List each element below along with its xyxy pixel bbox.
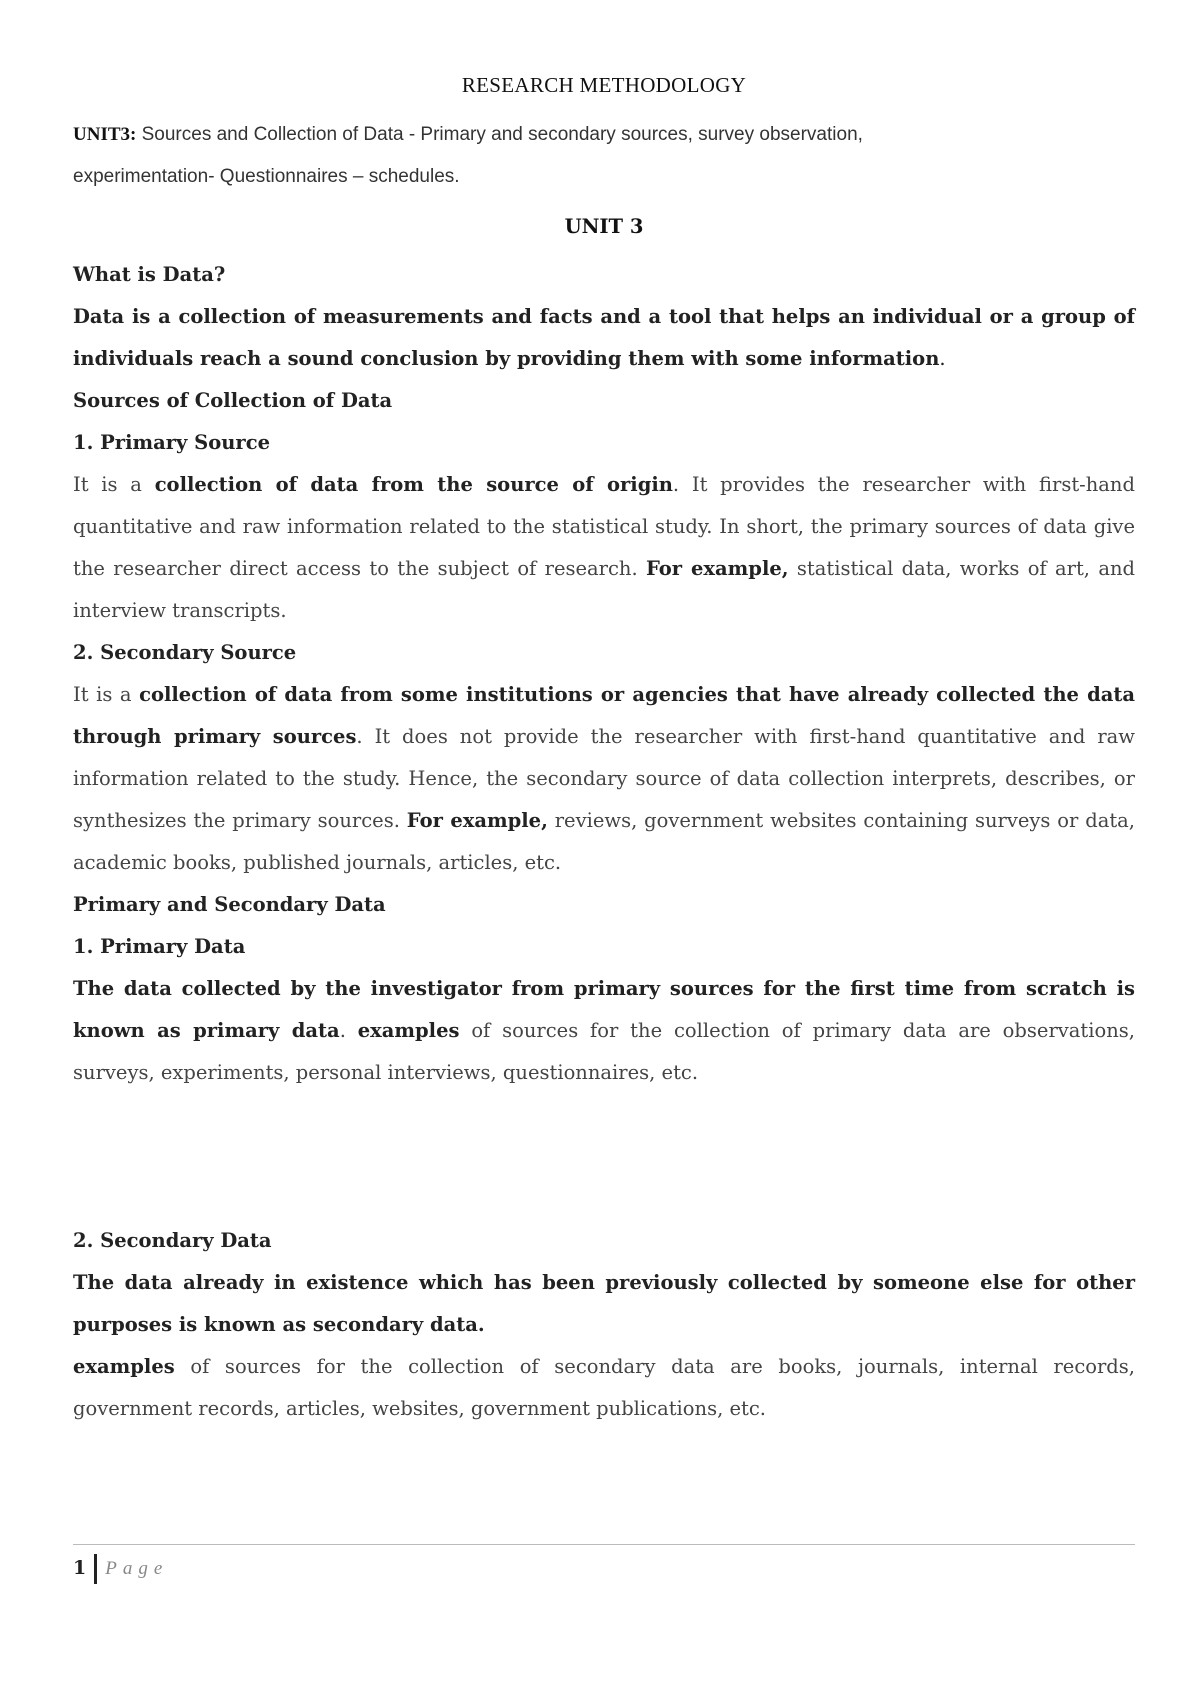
secondary-source-paragraph — [73, 674, 1135, 884]
secondary-data-definition-paragraph — [73, 1262, 1135, 1346]
primary-source-example-text: statistical data, works of art, and interview transcripts. — [73, 557, 1135, 622]
secondary-source-rest: . It does not provide the researcher with first-hand quantitative and raw information related to the study. Hence, the secondary source of data collection interprets, describes, or synthesizes the primary sources. — [73, 725, 1135, 832]
primary-source-heading: 1. Primary Source — [73, 431, 270, 454]
primary-data-definition: The data collected by the investigator from primary sources for the first time from scratch is known as primary data — [73, 977, 1135, 1042]
primary-data-heading: 1. Primary Data — [73, 935, 246, 958]
page-label: Page — [105, 1558, 169, 1579]
primary-data-paragraph — [73, 968, 1135, 1094]
secondary-data-example-text: of sources for the collection of secondary data are books, journals, internal records, government records, articles, websites, government publications, etc. — [73, 1355, 1135, 1420]
sources-heading: Sources of Collection of Data — [73, 389, 393, 412]
secondary-data-example-label: examples — [73, 1355, 175, 1378]
primary-source-paragraph — [73, 464, 1135, 632]
unit-heading: UNIT 3 — [564, 215, 644, 238]
primary-data-mid: . — [339, 1019, 358, 1042]
primary-data-example-text: of sources for the collection of primary data are observations, surveys, experiments, personal interviews, questionnaires, etc. — [73, 1019, 1135, 1084]
unit-syllabus — [73, 114, 1135, 198]
data-definition-text: Data is a collection of measurements and facts and a tool that helps an individual or a group of individuals reach a sound conclusion by providing them with some information — [73, 305, 1135, 370]
page-number: 1 — [73, 1557, 87, 1579]
footer-separator — [94, 1554, 97, 1584]
secondary-source-heading: 2. Secondary Source — [73, 641, 297, 664]
secondary-source-bold: collection of data from some institutions or agencies that have already collected the data through primary sources — [73, 683, 1135, 748]
secondary-source-example-label: For example, — [406, 809, 548, 832]
secondary-data-examples-paragraph — [73, 1346, 1135, 1430]
unit-syllabus-text-2: experimentation- Questionnaires – schedules. — [73, 166, 460, 187]
primary-source-bold: collection of data from the source of origin — [154, 473, 673, 496]
primary-source-example-label: For example, — [646, 557, 789, 580]
unit-label: UNIT3: — [73, 124, 137, 145]
data-definition — [73, 296, 1135, 380]
page-content — [73, 70, 1135, 1430]
secondary-source-lead: It is a — [73, 683, 140, 706]
secondary-source-example-text: reviews, government websites containing surveys or data, academic books, published journals, articles, etc. — [73, 809, 1135, 874]
data-definition-end: . — [939, 347, 946, 370]
page-footer — [73, 1548, 168, 1588]
secondary-data-heading: 2. Secondary Data — [73, 1229, 272, 1252]
document-title: RESEARCH METHODOLOGY — [461, 73, 747, 97]
secondary-data-definition: The data already in existence which has been previously collected by someone else for other purposes is known as secondary data. — [73, 1271, 1135, 1336]
unit-syllabus-text-1: Sources and Collection of Data - Primary and secondary sources, survey observation, — [136, 124, 863, 145]
primary-source-lead: It is a — [73, 473, 155, 496]
what-is-data-heading: What is Data? — [73, 263, 226, 286]
blank-space — [73, 1094, 1135, 1220]
data-types-heading: Primary and Secondary Data — [73, 893, 386, 916]
footer-divider — [73, 1544, 1135, 1545]
primary-data-example-label: examples — [357, 1019, 460, 1042]
primary-source-rest: . It provides the researcher with first-hand quantitative and raw information related to the statistical study. In short, the primary sources of data give the researcher direct access to the subject of research. — [73, 473, 1135, 580]
